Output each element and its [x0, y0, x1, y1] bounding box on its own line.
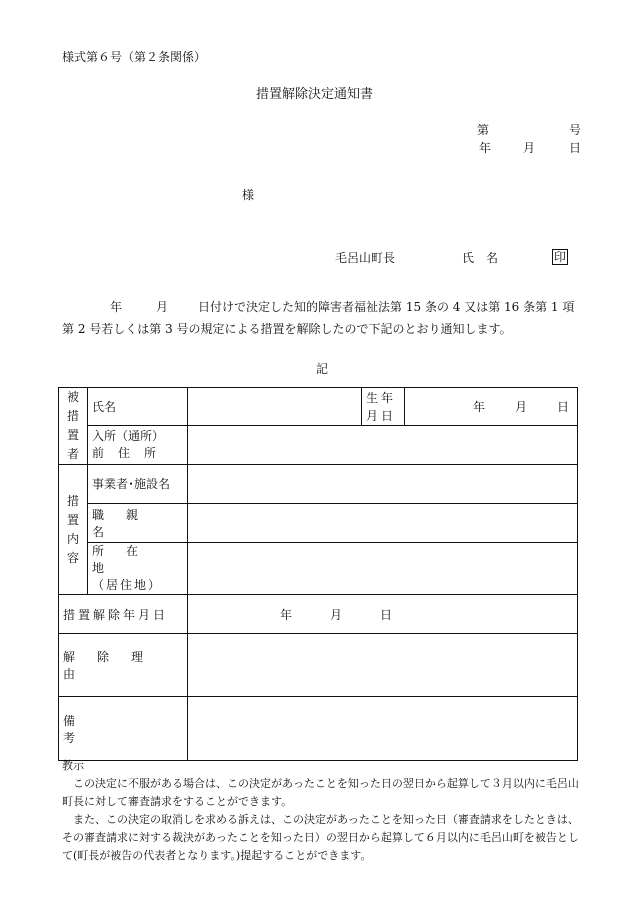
table-row	[59, 426, 578, 465]
release-month: 月	[330, 607, 343, 622]
table-row	[59, 465, 578, 504]
body-date-day: 日	[198, 300, 211, 314]
subject-group-cell	[59, 388, 88, 465]
release-year: 年	[280, 607, 293, 622]
birth-year: 年	[472, 400, 485, 414]
notes-body	[62, 775, 584, 865]
release-date-cell	[188, 595, 578, 634]
release-date-label: 措置解除年月日	[63, 607, 169, 622]
notes-paragraph-1: この決定に不服がある場合は、この決定があったことを知った日の翌日から起算して３月以内に毛呂山町長に対して審査請求をすることができます。	[62, 777, 579, 808]
body-text: 付けで決定した知的障害者福祉法第 15 条の 4 又は第 16 条第 1 項第 2 号若しくは第 3 号の規定による措置を解除したので下記のとおり通知します。	[62, 300, 575, 336]
reason-label-cell	[59, 634, 188, 697]
subject-group-label: 被措置者	[66, 390, 79, 461]
table-row	[59, 504, 578, 543]
name-label-cell	[88, 388, 188, 426]
table-row	[59, 388, 578, 426]
table-row	[59, 595, 578, 634]
birth-date-cell	[405, 388, 578, 426]
notes-paragraph-2: また、この決定の取消しを求める訴えは、この決定があったことを知った日（審査請求をしたときは、その審査請求に対する裁決があったことを知った日）の翌日から起算して６月以内に毛呂山町を被告として(町長が被告の代表者となります。)提起することができます。	[62, 813, 579, 862]
job-value	[188, 504, 578, 543]
name-value	[188, 388, 362, 426]
table-row	[59, 697, 578, 761]
notice-body	[62, 296, 582, 340]
form-table	[58, 387, 578, 761]
job-label-cell	[88, 504, 188, 543]
table-row	[59, 543, 578, 595]
birth-day: 日	[556, 400, 569, 414]
issuer-name-label: 氏 名	[462, 251, 499, 265]
page-title: 措置解除決定通知書	[256, 87, 374, 102]
prior-address-label-cell	[88, 426, 188, 465]
reason-label: 解除理由	[63, 650, 166, 681]
release-date-label-cell	[59, 595, 188, 634]
table-row	[59, 634, 578, 697]
location-label: 所在地	[92, 544, 161, 575]
location-sub-label: （居住地）	[92, 578, 163, 592]
birth-month: 月	[514, 400, 527, 414]
seal-box: 印	[554, 250, 567, 264]
issue-date-month: 月	[523, 141, 536, 155]
notes-heading: 教示	[62, 759, 84, 772]
prior-address-label-1: 入所（通所）	[92, 429, 165, 443]
reason-value	[188, 634, 578, 697]
release-day: 日	[380, 607, 393, 622]
birth-label-1: 生年	[366, 390, 397, 405]
form-number: 様式第６号（第２条関係）	[62, 50, 207, 64]
measure-group-label: 措置内容	[66, 493, 79, 565]
body-date-month: 月	[156, 300, 169, 314]
remarks-value	[188, 697, 578, 761]
birth-label-2: 月日	[366, 408, 397, 423]
issue-date-day: 日	[569, 141, 582, 155]
job-label: 職親名	[92, 508, 161, 539]
remarks-label-cell	[59, 697, 188, 761]
doc-number-suffix: 号	[569, 123, 582, 137]
doc-number-prefix: 第	[477, 123, 490, 137]
remarks-label: 備考	[63, 713, 156, 745]
birth-label-cell	[362, 388, 405, 426]
addressee-suffix: 様	[242, 188, 255, 202]
prior-address-value	[188, 426, 578, 465]
issuer: 毛呂山町長	[335, 251, 396, 265]
issue-date-year: 年	[479, 141, 492, 155]
location-label-cell	[88, 543, 188, 595]
body-date-year: 年	[110, 300, 123, 314]
measure-group-cell	[59, 465, 88, 595]
location-value	[188, 543, 578, 595]
name-label: 氏名	[92, 400, 117, 414]
provider-label: 事業者･施設名	[88, 465, 188, 504]
note-heading: 記	[316, 362, 329, 376]
provider-value	[188, 465, 578, 504]
prior-address-label-2: 前住所	[92, 446, 171, 460]
